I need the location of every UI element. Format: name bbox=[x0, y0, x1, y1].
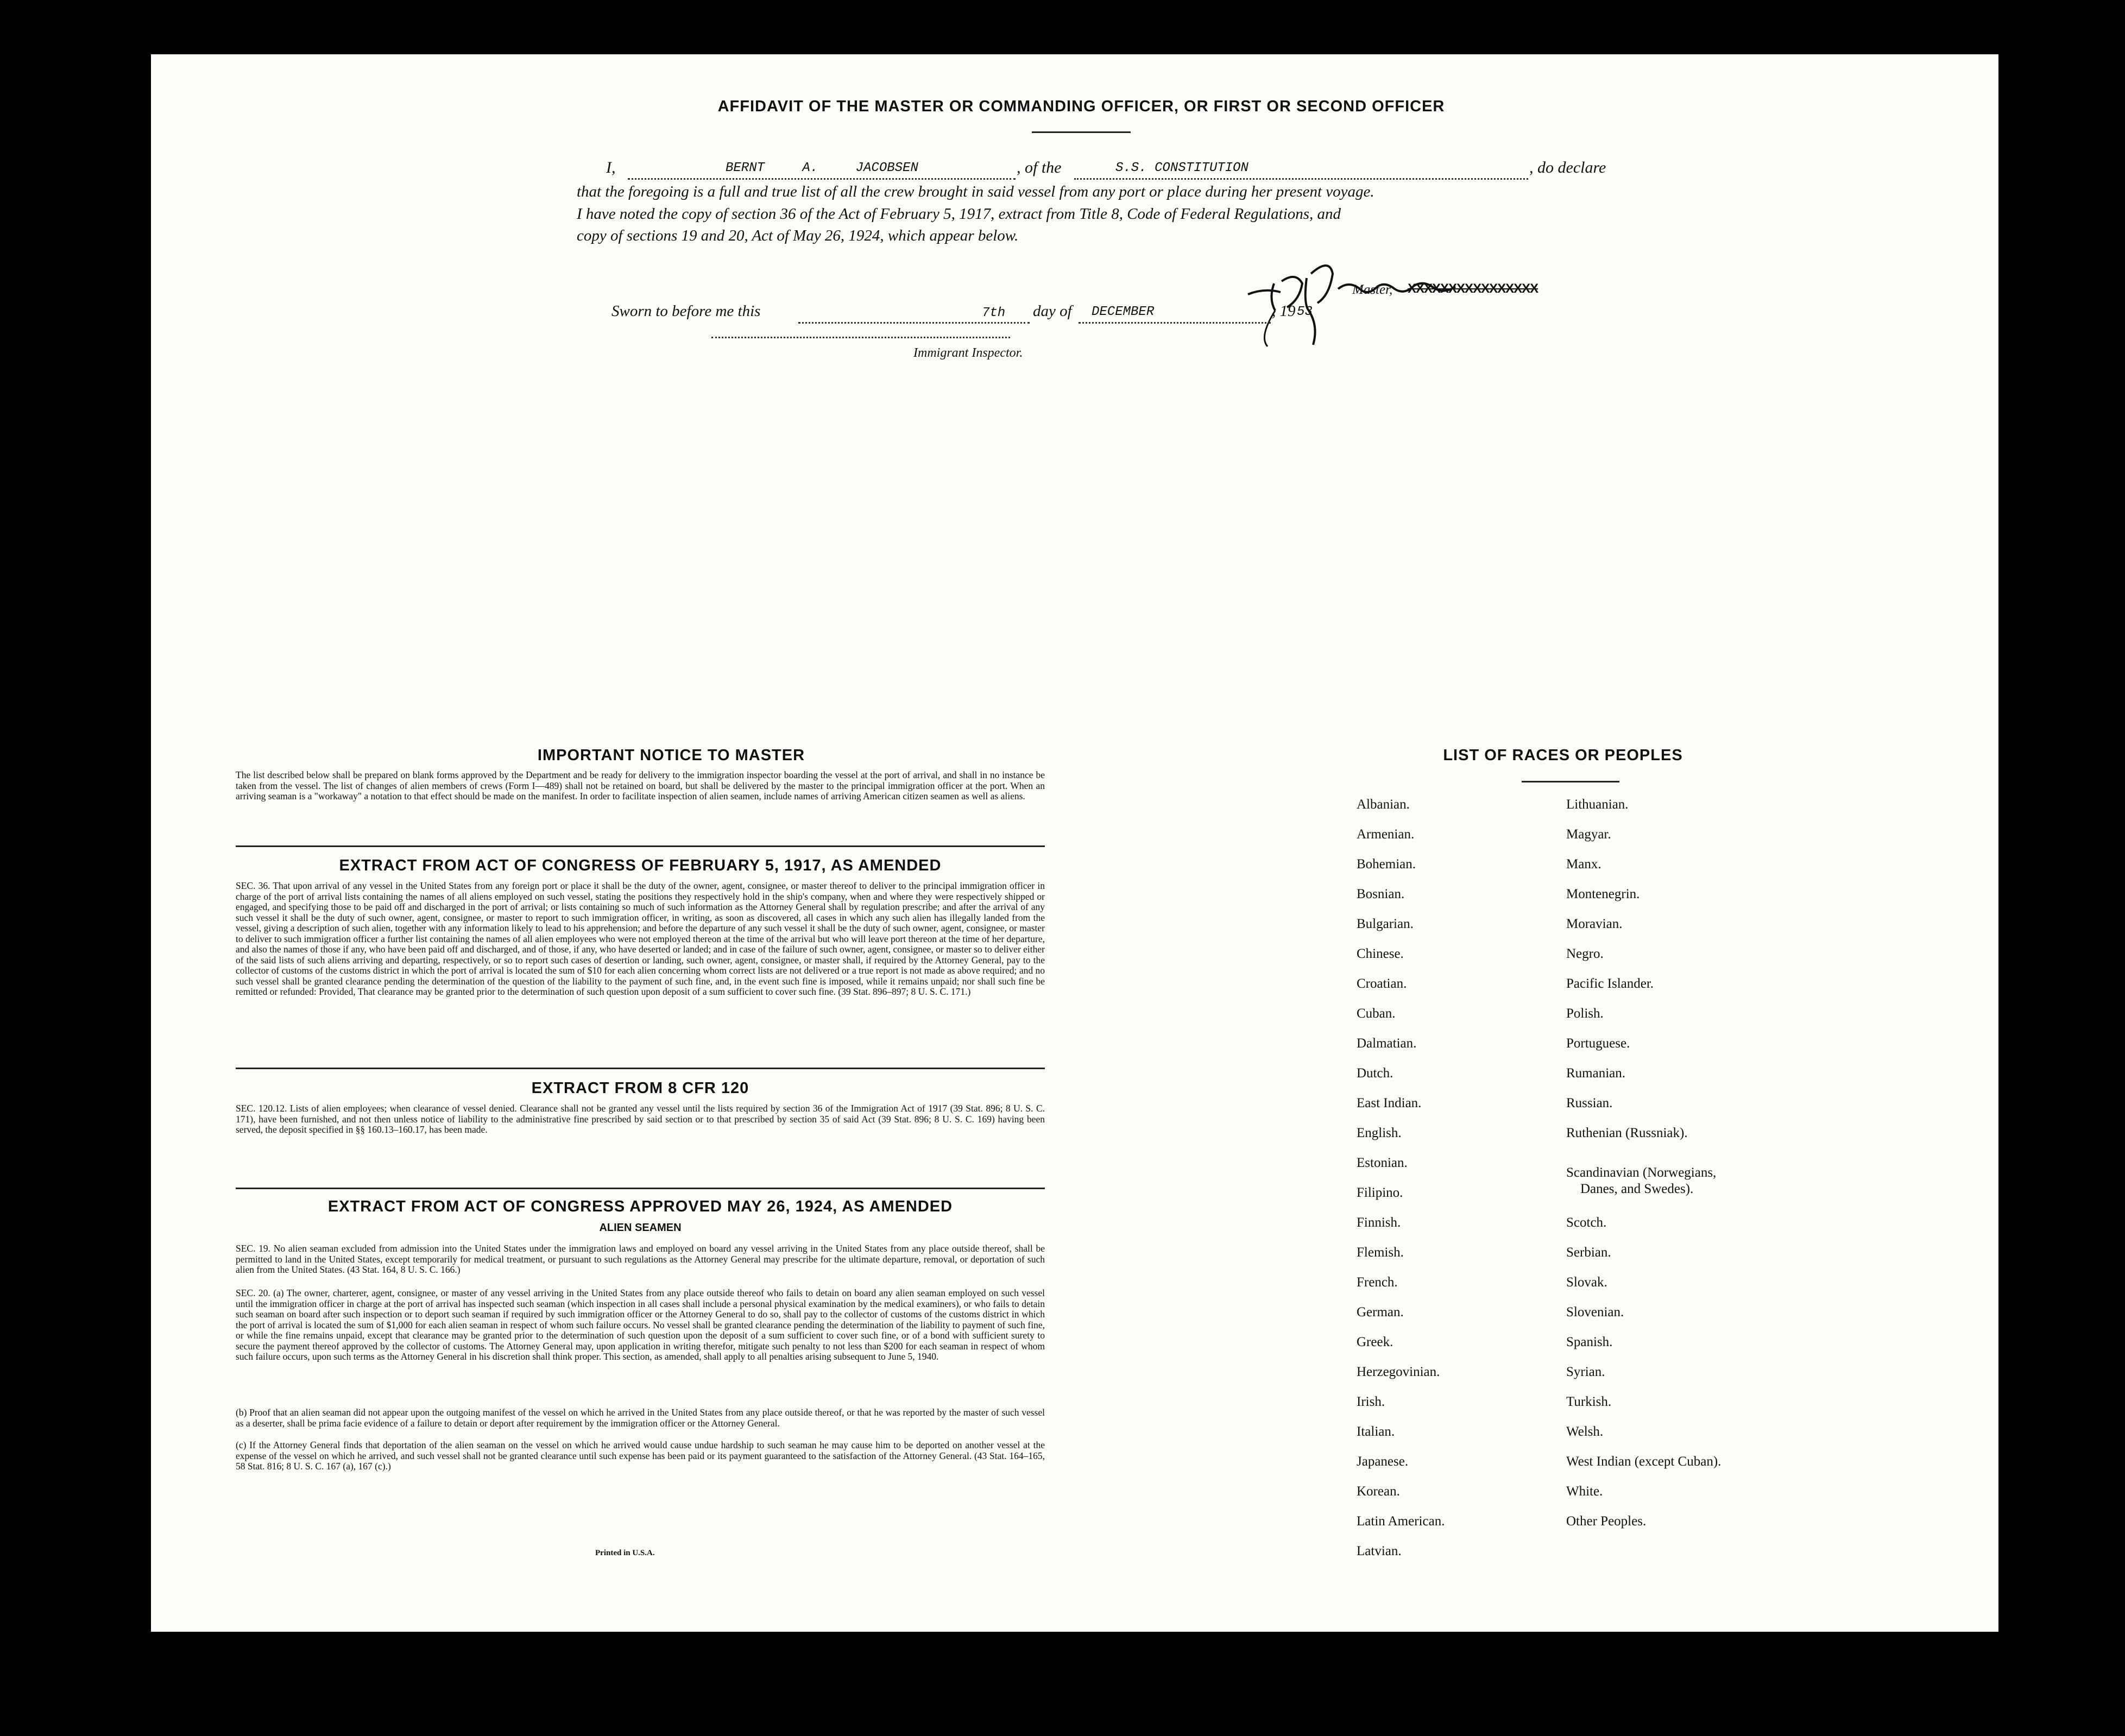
race-item: German. bbox=[1357, 1305, 1404, 1320]
race-item: Irish. bbox=[1357, 1394, 1385, 1409]
extract-1917-title: EXTRACT FROM ACT OF CONGRESS OF FEBRUARY 5, 1917, AS AMENDED bbox=[339, 857, 942, 874]
race-item: Turkish. bbox=[1566, 1394, 1612, 1409]
affidavit-line2: that the foregoing is a full and true list of all the crew brought in said vessel from any port or place during her present voyage. bbox=[577, 183, 1374, 200]
extract-cfr-title: EXTRACT FROM 8 CFR 120 bbox=[531, 1080, 749, 1097]
race-item: Russian. bbox=[1566, 1096, 1613, 1110]
master-name: BERNT A. JACOBSEN bbox=[726, 161, 918, 175]
race-item: Welsh. bbox=[1566, 1424, 1604, 1439]
races-rule bbox=[1522, 781, 1619, 782]
race-item: French. bbox=[1357, 1275, 1398, 1290]
extract-cfr-body: SEC. 120.12. Lists of alien employees; when clearance of vessel denied. Clearance shall not be granted any vessel until the lists required by section 36 of the Immigration Act of 1917 (39 Stat. 896; 8 U. S. C. 171), have been furnished, and not then unless notice of liability to the administrative fine prescribed by said section or to that prescribed by section 35 of said Act (39 Stat. 896; 8 U. S. C. 169) having been served, the deposit specified in §§ 160.13–160.17, has been made. bbox=[236, 1103, 1045, 1135]
race-item: Serbian. bbox=[1566, 1245, 1611, 1260]
day-field bbox=[798, 304, 1030, 324]
race-item: Polish. bbox=[1566, 1006, 1604, 1021]
race-item: Greek. bbox=[1357, 1335, 1393, 1349]
race-item: West Indian (except Cuban). bbox=[1566, 1454, 1722, 1469]
of-the-label: , of the bbox=[1017, 159, 1062, 176]
races-title: LIST OF RACES OR PEOPLES bbox=[1443, 747, 1683, 764]
race-item: Other Peoples. bbox=[1566, 1514, 1647, 1529]
extract-1917-rule bbox=[236, 1068, 1045, 1069]
race-item: Armenian. bbox=[1357, 827, 1415, 842]
race-item: Scandinavian (Norwegians, bbox=[1566, 1165, 1717, 1180]
race-item: Ruthenian (Russniak). bbox=[1566, 1126, 1688, 1140]
race-item: Negro. bbox=[1566, 946, 1604, 961]
sworn-label: Sworn to before me this bbox=[611, 302, 761, 320]
master-signature bbox=[1243, 250, 1460, 348]
race-item: Lithuanian. bbox=[1566, 797, 1629, 812]
race-item: White. bbox=[1566, 1484, 1603, 1499]
sworn-month: DECEMBER bbox=[1092, 305, 1155, 319]
extract-1924-subtitle: ALIEN SEAMEN bbox=[599, 1222, 682, 1234]
race-item: Spanish. bbox=[1566, 1335, 1613, 1349]
notice-rule bbox=[236, 845, 1045, 847]
race-item: Dalmatian. bbox=[1357, 1036, 1417, 1051]
extract-1924-title: EXTRACT FROM ACT OF CONGRESS APPROVED MAY 26, 1924, AS AMENDED bbox=[327, 1198, 953, 1215]
notice-title: IMPORTANT NOTICE TO MASTER bbox=[537, 747, 805, 764]
year-prefix: , 19 bbox=[1272, 302, 1296, 320]
race-item: Croatian. bbox=[1357, 976, 1407, 991]
i-label: I, bbox=[606, 159, 616, 176]
race-item: Magyar. bbox=[1566, 827, 1611, 842]
do-declare-label: , do declare bbox=[1529, 159, 1606, 176]
race-item: Chinese. bbox=[1357, 946, 1404, 961]
race-item: Scotch. bbox=[1566, 1215, 1607, 1230]
race-item: Herzegovinian. bbox=[1357, 1365, 1440, 1379]
race-item: Italian. bbox=[1357, 1424, 1395, 1439]
race-item: Dutch. bbox=[1357, 1066, 1393, 1081]
races-right-column bbox=[1566, 797, 1827, 1544]
race-item: Portuguese. bbox=[1566, 1036, 1630, 1051]
race-item: Cuban. bbox=[1357, 1006, 1396, 1021]
extract-1917-body: SEC. 36. That upon arrival of any vessel in the United States from any foreign port or place it shall be the duty of the owner, agent, consignee, or master thereof to deliver to the principal immigration officer in charge of the port of arrival lists containing the names of all aliens employed on such vessel, stating the positions they respectively hold in the ship's company, when and where they were respectively shipped or engaged, and specifying those to be paid off and discharged in the port of arrival; or lists containing so much of such information as the Attorney General shall by regulation prescribe; and after the arrival of any such vessel it shall be the duty of such owner, agent, consignee, or master to report to such immigration officer, in writing, as soon as discovered, all cases in which any such alien has illegally landed from the vessel, giving a description of such alien, together with any information likely to lead to his apprehension; and before the departure of any such vessel it shall be the duty of such owner, agent, consignee, or master to deliver to such immigration officer a further list containing the names of all alien employees who were not employed thereon at the time of the arrival but who will leave port thereon at the time of her departure, and also the names of those if any, who have been paid off and discharged, and of those, if any, who have deserted or landed; and in case of the failure of such owner, agent, consignee, or master so to deliver either of the said lists of such aliens arriving and departing, respectively, or so to report such cases of desertion or landing, such owner, agent, consignee, or master shall, if required by the Attorney General, pay to the collector of customs of the customs district in which the port of arrival is located the sum of $10 for each alien concerning whom correct lists are not delivered or a true report is not made as above required; and no such vessel shall be granted clearance pending the determination of the question of the liability to the payment of such fine, and, in the event such fine is imposed, while it remains unpaid; nor shall such fine be remitted or refunded: Provided, That clearance may be granted prior to the determination of such question upon deposit of a sum sufficient to cover such fine. (39 Stat. 896–897; 8 U. S. C. 171.) bbox=[236, 880, 1045, 997]
affidavit-line1 bbox=[606, 159, 1741, 180]
affidavit-title: AFFIDAVIT OF THE MASTER OR COMMANDING OFFICER, OR FIRST OR SECOND OFFICER bbox=[717, 98, 1445, 115]
sworn-day: 7th bbox=[982, 306, 1006, 320]
race-item: Pacific Islander. bbox=[1566, 976, 1654, 991]
race-item: East Indian. bbox=[1357, 1096, 1422, 1110]
race-item: Rumanian. bbox=[1566, 1066, 1626, 1081]
affidavit-line3: I have noted the copy of section 36 of the Act of February 5, 1917, extract from Title 8, Code of Federal Regulations, and bbox=[577, 205, 1341, 223]
month-field bbox=[1079, 304, 1271, 324]
race-item: Albanian. bbox=[1357, 797, 1410, 812]
extract-1924-sec19: SEC. 19. No alien seaman excluded from admission into the United States under the immigration laws and employed on board any vessel arriving in the United States from any place outside thereof, shall be permitted to land in the United States, except temporarily for medical treatment, or pursuant to such regulations as the Attorney General may prescribe for the ultimate departure, removal, or deportation of such alien from the United States. (43 Stat. 164, 8 U. S. C. 166.) bbox=[236, 1243, 1045, 1275]
vessel-field bbox=[1074, 160, 1528, 180]
race-item: Bohemian. bbox=[1357, 857, 1416, 872]
race-item: Bosnian. bbox=[1357, 887, 1405, 901]
race-item: Manx. bbox=[1566, 857, 1601, 872]
inspector-signature-line bbox=[711, 337, 1010, 338]
day-of-label: day of bbox=[1033, 302, 1072, 320]
race-item: Flemish. bbox=[1357, 1245, 1404, 1260]
race-item: English. bbox=[1357, 1126, 1402, 1140]
extract-1924-sec20a: SEC. 20. (a) The owner, charterer, agent, consignee, or master of any vessel arriving in the United States from any place outside thereof who fails to detain on board any alien seaman employed on such vessel until the immigration officer in charge at the port of arrival has inspected such seaman (which inspection in all cases shall include a personal physical examination by the medical examiners), or who fails to detain such seaman on board after such inspection or to deport such seaman if required by such immigration officer or the Attorney General to do so, shall pay to the collector of customs of the customs district in which the port of arrival is located the sum of $1,000 for each alien seaman in respect of whom such failure occurs. No vessel shall be granted clearance pending the determination of the liability to payment of such fine, or while the fine remains unpaid, except that clearance may be granted prior to the determination of such question upon the deposit of a sum sufficient to cover such fine, or of a bond with sufficient surety to secure the payment thereof approved by the collector of customs. The Attorney General may, upon application in writing therefor, mitigate such penalty to not less than $200 for each seaman in respect of whom such failure occurs, upon such terms as the Attorney General in his discretion shall think proper. This section, as amended, shall apply to all penalties arising subsequent to June 5, 1940. bbox=[236, 1287, 1045, 1362]
printed-in-usa: Printed in U.S.A. bbox=[595, 1549, 655, 1557]
race-item: Latvian. bbox=[1357, 1544, 1402, 1558]
sworn-line bbox=[611, 302, 1480, 324]
race-item: Estonian. bbox=[1357, 1156, 1408, 1170]
race-item: Montenegrin. bbox=[1566, 887, 1640, 901]
race-item: Moravian. bbox=[1566, 917, 1623, 931]
races-left-column bbox=[1357, 797, 1552, 1574]
extract-cfr-rule bbox=[236, 1188, 1045, 1189]
race-item: Korean. bbox=[1357, 1484, 1400, 1499]
race-item: Slovak. bbox=[1566, 1275, 1607, 1290]
name-field bbox=[628, 160, 1016, 180]
struck-title: XXXXXXXXXXXXXXXX bbox=[1408, 281, 1538, 296]
sworn-year: 53 bbox=[1297, 305, 1313, 319]
race-item: Filipino. bbox=[1357, 1185, 1403, 1200]
master-label: Master, bbox=[1352, 282, 1393, 297]
inspector-label: Immigrant Inspector. bbox=[913, 346, 1023, 360]
race-item: Finnish. bbox=[1357, 1215, 1401, 1230]
race-item: Japanese. bbox=[1357, 1454, 1409, 1469]
notice-body: The list described below shall be prepared on blank forms approved by the Department and be ready for delivery to the immigration inspector boarding the vessel at the port of arrival, and shall in no instance be taken from the vessel. The list of changes of alien members of crews (Form I—489) shall not be retained on board, but shall be delivered by the master to the principal immigration officer at the port. When an arriving seaman is a "workaway" a notation to that effect should be made on the manifest. In order to facilitate inspection of alien seamen, include names of arriving American citizen seamen as well as aliens. bbox=[236, 769, 1045, 801]
race-item: Syrian. bbox=[1566, 1365, 1605, 1379]
extract-1924-sec20b: (b) Proof that an alien seaman did not appear upon the outgoing manifest of the vessel on which he arrived in the United States from any place outside thereof, or that he was reported by the master of such vessel as a deserter, shall be prima facie evidence of a failure to detain or deport after requirement by the immigration officer or the Attorney General. bbox=[236, 1407, 1045, 1429]
title-rule bbox=[1032, 131, 1131, 133]
document-sheet bbox=[151, 54, 1998, 1632]
race-item: Slovenian. bbox=[1566, 1305, 1624, 1320]
race-item: Latin American. bbox=[1357, 1514, 1445, 1529]
race-item: Bulgarian. bbox=[1357, 917, 1414, 931]
extract-1924-sec20c: (c) If the Attorney General finds that deportation of the alien seaman on the vessel on which he arrived would cause undue hardship to such seaman he may cause him to be deported on another vessel at the expense of the vessel on which he arrived, and such vessel shall not be granted clearance until such expense has been paid or its payment guaranteed to the satisfaction of the Attorney General. (43 Stat. 164–165, 58 Stat. 816; 8 U. S. C. 167 (a), 167 (c).) bbox=[236, 1440, 1045, 1472]
affidavit-line4: copy of sections 19 and 20, Act of May 26, 1924, which appear below. bbox=[577, 227, 1019, 244]
race-item: Danes, and Swedes). bbox=[1580, 1182, 1694, 1196]
vessel-name: S.S. CONSTITUTION bbox=[1115, 161, 1248, 175]
